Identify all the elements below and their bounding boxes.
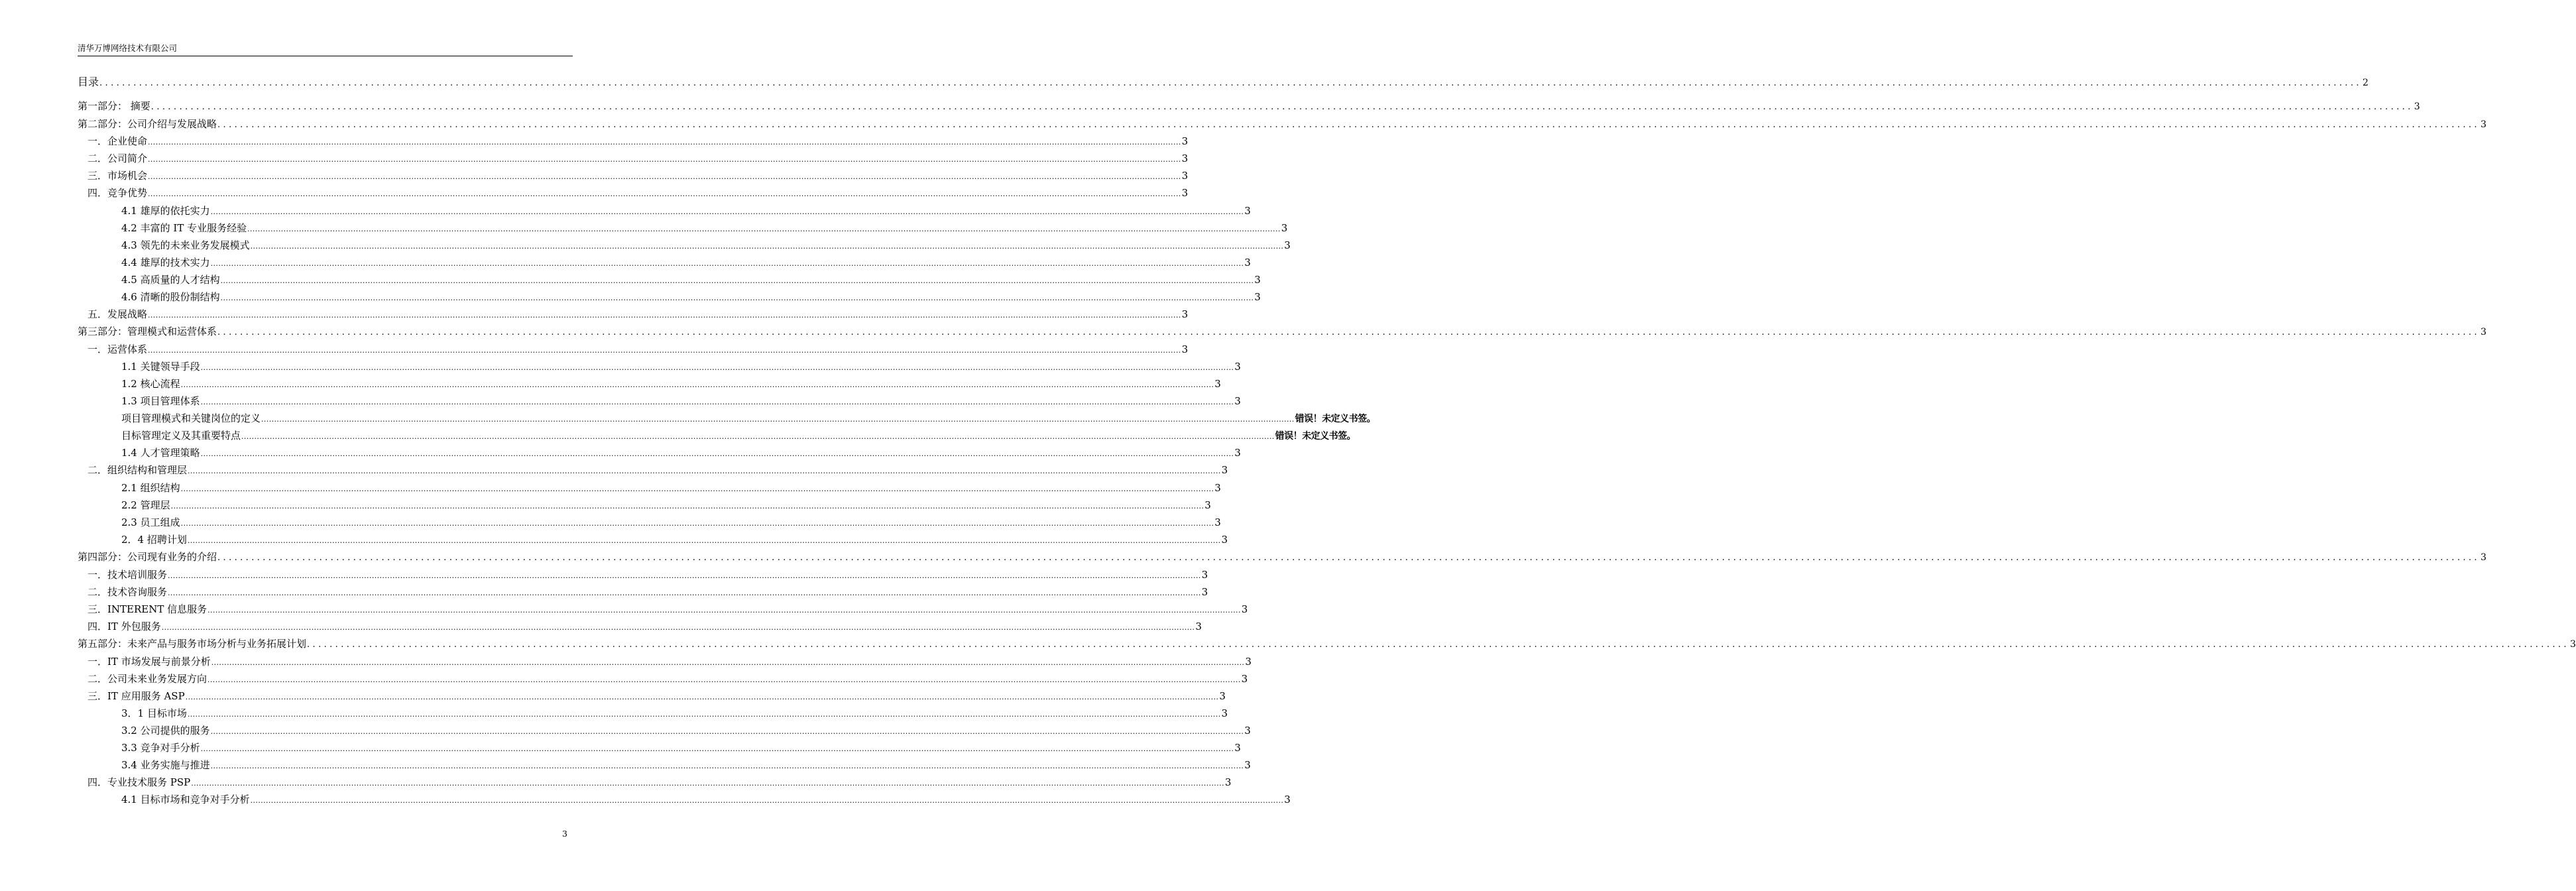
toc-page-number: 3 [2480, 119, 2487, 130]
toc-entry[interactable] [78, 705, 1228, 722]
toc-entry-title: 1.1 关键领导手段 [121, 360, 200, 373]
toc-page-number: 3 [1214, 516, 1221, 528]
toc-leader-dots: ................................................................................................................................................................................................................................................................................................................................................................................................................ [220, 294, 1254, 303]
toc-page-number: 3 [1241, 672, 1248, 685]
toc-entry[interactable] [78, 167, 1189, 184]
toc-entry-title: 二．组织结构和管理层 [88, 464, 188, 477]
toc-page-number: 3 [1244, 759, 1251, 772]
toc-page-number: 3 [2414, 101, 2420, 112]
toc-entry-title: 2.2 管理层 [121, 499, 170, 511]
toc-leader-dots: ................................................................................................................................................................................................................................................................................................................................................................................................................ [188, 467, 1221, 476]
toc-entry[interactable] [78, 254, 1251, 271]
toc-entry[interactable] [78, 635, 2576, 653]
toc-page-number: 3 [1234, 395, 1241, 408]
toc-entry-title: 3.3 竞争对手分析 [121, 741, 200, 754]
toc-page-number: 3 [1245, 655, 1252, 668]
toc-entry[interactable] [78, 687, 1226, 705]
toc-page-number: 3 [1284, 239, 1291, 251]
toc-page-number: 3 [1214, 378, 1221, 390]
toc-page-number: 3 [1254, 273, 1261, 286]
toc-entry-title: 四．IT 外包服务 [88, 620, 161, 632]
toc-entry-title: 2.1 组织结构 [121, 481, 180, 494]
toc-page-number: 3 [1201, 568, 1208, 581]
toc-entry-title: 1.4 人才管理策略 [121, 447, 200, 459]
toc-leader-dots: ................................................................................................................................................................................................................................................................................................................................................................................................................ [217, 119, 2480, 130]
toc-entry-title: 目标管理定义及其重要特点 [121, 430, 241, 442]
toc-leader-dots: ................................................................................................................................................................................................................................................................................................................................................................................................................ [148, 155, 1181, 164]
toc-page-number: 3 [1244, 724, 1251, 737]
toc-leader-dots: ................................................................................................................................................................................................................................................................................................................................................................................................................ [220, 276, 1254, 285]
toc-page-number: 3 [1181, 152, 1189, 165]
toc-leader-dots: ................................................................................................................................................................................................................................................................................................................................................................................................................ [200, 398, 1234, 407]
toc-leader-dots: ................................................................................................................................................................................................................................................................................................................................................................................................................ [200, 449, 1234, 459]
toc-entry-title: 项目管理模式和关键岗位的定义 [121, 412, 261, 425]
toc-leader-dots: ................................................................................................................................................................................................................................................................................................................................................................................................................ [148, 311, 1181, 320]
toc-entry-title: 三．市场机会 [88, 170, 148, 182]
toc-page-number: 3 [1221, 533, 1228, 546]
toc-page-number: 3 [2480, 327, 2487, 338]
toc-entry[interactable] [78, 774, 1232, 791]
toc-entry-title: 4.1 目标市场和竞争对手分析 [121, 794, 250, 806]
toc-entry[interactable] [78, 323, 2487, 341]
toc-entry-title: 4.1 雄厚的依托实力 [121, 204, 210, 217]
toc-page-number: 3 [1281, 221, 1288, 234]
toc-page-number: 3 [1234, 360, 1241, 373]
toc-leader-dots: ................................................................................................................................................................................................................................................................................................................................................................................................................ [180, 484, 1214, 493]
toc-page-number: 3 [1181, 343, 1189, 355]
toc-leader-dots: ................................................................................................................................................................................................................................................................................................................................................................................................................ [307, 639, 2569, 650]
toc-page-number: 2 [2362, 78, 2369, 88]
toc-leader-dots: ................................................................................................................................................................................................................................................................................................................................................................................................................ [207, 675, 1241, 684]
toc-entry[interactable] [78, 461, 1228, 479]
toc-entry[interactable] [78, 566, 1208, 583]
toc-page-number: 3 [1181, 135, 1189, 148]
toc-leader-dots: ................................................................................................................................................................................................................................................................................................................................................................................................................ [241, 432, 1275, 442]
toc-page-number: 3 [1195, 620, 1202, 632]
toc-page-number: 3 [1284, 794, 1291, 806]
toc-entry-title: 3.4 业务实施与推进 [121, 759, 210, 772]
toc-entry[interactable] [78, 601, 1248, 618]
toc-entry-title: 四．专业技术服务 PSP [88, 776, 191, 789]
toc-entry[interactable] [78, 358, 1241, 375]
toc-entry-title: 二．公司简介 [88, 152, 148, 165]
toc-page-number: 3 [1181, 170, 1189, 182]
toc-leader-dots: ................................................................................................................................................................................................................................................................................................................................................................................................................ [99, 78, 2362, 88]
table-of-contents [78, 74, 2576, 808]
toc-page-number: 3 [1254, 291, 1261, 304]
toc-entry-title: 3.2 公司提供的服务 [121, 724, 210, 737]
page-number: 3 [562, 829, 567, 839]
toc-page-number: 3 [2480, 552, 2487, 563]
toc-entry[interactable] [78, 583, 1208, 601]
toc-entry-title: 4.2 丰富的 IT 专业服务经验 [121, 221, 247, 234]
toc-entry-title: 4.6 清晰的股份制结构 [121, 291, 220, 304]
toc-leader-dots: ................................................................................................................................................................................................................................................................................................................................................................................................................ [210, 762, 1244, 771]
toc-entry-title: 4.4 雄厚的技术实力 [121, 256, 210, 268]
toc-leader-dots: ................................................................................................................................................................................................................................................................................................................................................................................................................ [191, 779, 1224, 788]
toc-entry-title: 三．INTERENT 信息服务 [88, 603, 207, 615]
toc-entry-title: 四．竞争优势 [88, 187, 148, 200]
toc-entry[interactable] [78, 722, 1251, 739]
toc-entry[interactable] [78, 184, 1189, 202]
toc-entry-title: 第二部分：公司介绍与发展战略 [78, 117, 217, 130]
toc-leader-dots: ................................................................................................................................................................................................................................................................................................................................................................................................................ [180, 518, 1214, 528]
toc-entry[interactable] [78, 74, 2369, 92]
toc-entry[interactable] [78, 237, 1291, 254]
toc-entry[interactable] [78, 202, 1251, 219]
toc-leader-dots: ................................................................................................................................................................................................................................................................................................................................................................................................................ [187, 536, 1221, 545]
company-name: 清华万博网络技术有限公司 [78, 43, 178, 53]
toc-page-number: 3 [1214, 481, 1221, 494]
toc-leader-dots: ................................................................................................................................................................................................................................................................................................................................................................................................................ [148, 345, 1181, 355]
toc-page-number: 3 [1234, 447, 1241, 459]
toc-leader-dots: ................................................................................................................................................................................................................................................................................................................................................................................................................ [168, 588, 1201, 597]
toc-leader-dots: ................................................................................................................................................................................................................................................................................................................................................................................................................ [200, 363, 1234, 372]
toc-entry-title: 第三部分：管理模式和运营体系 [78, 326, 217, 338]
toc-leader-dots: ................................................................................................................................................................................................................................................................................................................................................................................................................ [207, 605, 1241, 615]
toc-entry[interactable] [78, 341, 1189, 358]
toc-entry-title: 3．1 目标市场 [121, 707, 187, 719]
toc-leader-dots: ................................................................................................................................................................................................................................................................................................................................................................................................................ [168, 571, 1201, 580]
toc-entry[interactable] [78, 548, 2487, 566]
toc-leader-dots: ................................................................................................................................................................................................................................................................................................................................................................................................................ [210, 259, 1244, 268]
toc-leader-dots: ................................................................................................................................................................................................................................................................................................................................................................................................................ [148, 172, 1181, 182]
toc-entry-title: 三．IT 应用服务 ASP [88, 689, 185, 702]
toc-leader-dots: ................................................................................................................................................................................................................................................................................................................................................................................................................ [210, 727, 1244, 736]
toc-entry[interactable] [78, 219, 1288, 237]
toc-leader-dots: ................................................................................................................................................................................................................................................................................................................................................................................................................ [200, 744, 1234, 753]
toc-entry[interactable] [78, 618, 1202, 635]
toc-entry-title: 二．技术咨询服务 [88, 585, 168, 598]
toc-leader-dots: ................................................................................................................................................................................................................................................................................................................................................................................................................ [247, 224, 1281, 233]
toc-entry[interactable] [78, 271, 1261, 288]
toc-entry[interactable] [78, 115, 2487, 133]
toc-entry[interactable] [78, 410, 1376, 427]
toc-entry[interactable] [78, 531, 1228, 548]
toc-leader-dots: ................................................................................................................................................................................................................................................................................................................................................................................................................ [161, 623, 1195, 632]
toc-leader-dots: ................................................................................................................................................................................................................................................................................................................................................................................................................ [211, 658, 1245, 667]
toc-leader-dots: ................................................................................................................................................................................................................................................................................................................................................................................................................ [261, 415, 1295, 424]
toc-leader-dots: ................................................................................................................................................................................................................................................................................................................................................................................................................ [170, 501, 1204, 510]
toc-page-number: 3 [1201, 585, 1208, 598]
toc-page-number: 3 [1224, 776, 1232, 789]
toc-leader-dots: ................................................................................................................................................................................................................................................................................................................................................................................................................ [217, 552, 2480, 563]
toc-leader-dots: ................................................................................................................................................................................................................................................................................................................................................................................................................ [250, 241, 1284, 251]
toc-leader-dots: ................................................................................................................................................................................................................................................................................................................................................................................................................ [217, 327, 2480, 338]
toc-entry[interactable] [78, 288, 1261, 306]
toc-entry-title: 2.3 员工组成 [121, 516, 180, 528]
toc-entry[interactable] [78, 392, 1241, 410]
toc-entry-title: 第一部分： 摘要 [78, 100, 150, 112]
toc-entry-title: 第四部分：公司现有业务的介绍 [78, 550, 217, 563]
toc-entry-title: 五．发展战略 [88, 308, 148, 321]
toc-page-number: 3 [1221, 707, 1228, 719]
page-header [78, 41, 573, 56]
toc-entry-title: 1.2 核心流程 [121, 378, 180, 390]
toc-leader-dots: ................................................................................................................................................................................................................................................................................................................................................................................................................ [180, 381, 1214, 389]
toc-page-number: 3 [1244, 204, 1251, 217]
toc-page-number: 3 [2569, 638, 2576, 650]
toc-entry-title: 4.5 高质量的人才结构 [121, 273, 220, 286]
toc-entry[interactable] [78, 791, 1291, 808]
toc-page-number: 3 [1181, 308, 1189, 321]
toc-leader-dots: ................................................................................................................................................................................................................................................................................................................................................................................................................ [250, 796, 1284, 805]
toc-entry[interactable] [78, 653, 1252, 670]
toc-page-number: 3 [1241, 603, 1248, 615]
toc-page-number: 3 [1181, 187, 1189, 200]
toc-page-number: 3 [1219, 689, 1226, 702]
toc-entry[interactable] [78, 497, 1211, 514]
toc-leader-dots: ................................................................................................................................................................................................................................................................................................................................................................................................................ [185, 692, 1219, 701]
toc-entry-title: 2．4 招聘计划 [121, 533, 187, 546]
toc-entry[interactable] [78, 427, 1356, 444]
toc-entry-title: 一．技术培训服务 [88, 568, 168, 581]
toc-leader-dots: ................................................................................................................................................................................................................................................................................................................................................................................................................ [150, 102, 2414, 112]
toc-entry-title: 一．IT 市场发展与前景分析 [88, 655, 211, 668]
toc-leader-dots: ................................................................................................................................................................................................................................................................................................................................................................................................................ [187, 709, 1221, 719]
toc-entry[interactable] [78, 97, 2420, 115]
toc-entry[interactable] [78, 306, 1189, 323]
toc-page-number: 3 [1221, 464, 1228, 477]
toc-error-message: 错误！未定义书签。 [1275, 431, 1356, 442]
toc-entry-title: 目录 [78, 76, 99, 88]
toc-entry[interactable] [78, 150, 1189, 167]
toc-entry[interactable] [78, 756, 1251, 774]
toc-leader-dots: ................................................................................................................................................................................................................................................................................................................................................................................................................ [210, 207, 1244, 216]
toc-entry[interactable] [78, 444, 1241, 461]
toc-entry[interactable] [78, 514, 1221, 531]
toc-entry[interactable] [78, 670, 1248, 687]
toc-entry-title: 1.3 项目管理体系 [121, 395, 200, 408]
toc-entry-title: 一．运营体系 [88, 343, 148, 355]
toc-entry[interactable] [78, 479, 1221, 497]
toc-page-number: 3 [1234, 741, 1241, 754]
toc-entry-title: 一．企业使命 [88, 135, 148, 148]
toc-entry-title: 二．公司未来业务发展方向 [88, 672, 207, 685]
toc-entry[interactable] [78, 375, 1221, 392]
toc-entry[interactable] [78, 739, 1241, 756]
toc-entry-title: 第五部分：未来产品与服务市场分析与业务拓展计划 [78, 637, 307, 650]
toc-page-number: 3 [1204, 499, 1211, 511]
toc-error-message: 错误！未定义书签。 [1295, 414, 1376, 425]
toc-leader-dots: ................................................................................................................................................................................................................................................................................................................................................................................................................ [148, 138, 1181, 147]
toc-entry[interactable] [78, 133, 1189, 150]
toc-entry-title: 4.3 领先的未来业务发展模式 [121, 239, 250, 251]
toc-page-number: 3 [1244, 256, 1251, 268]
toc-leader-dots: ................................................................................................................................................................................................................................................................................................................................................................................................................ [148, 190, 1181, 199]
